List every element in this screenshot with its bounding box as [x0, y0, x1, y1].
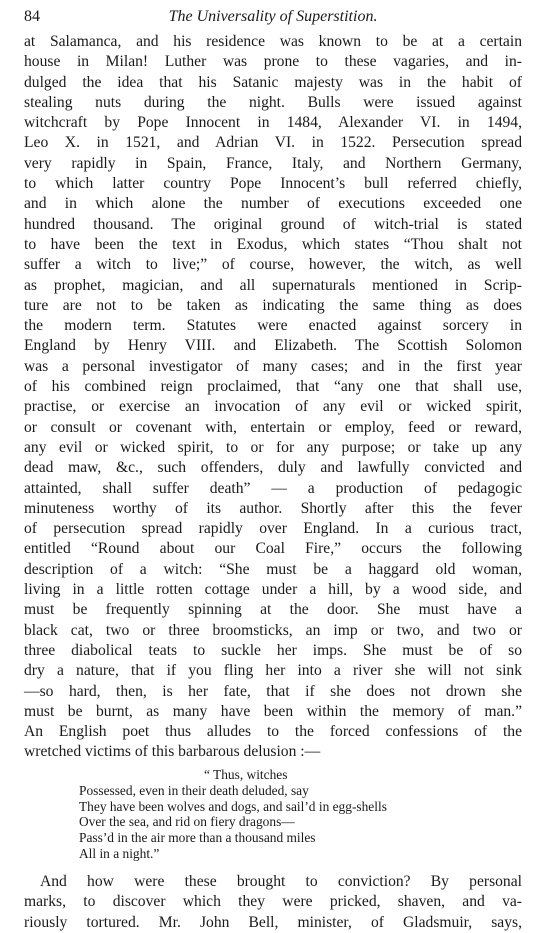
- text-line: as prophet, magician, and all supernaturals mentioned in Scrip-: [24, 276, 522, 294]
- text-line: black cat, two or three broomsticks, an imp or two, and two or: [24, 621, 522, 639]
- text-line: An English poet thus alludes to the forced confessions of the: [24, 723, 522, 741]
- verse-quotation: [24, 767, 522, 862]
- text-line: ture are not to be taken as indicating the same thing as does: [24, 296, 522, 314]
- verse-line: “ Thus, witches: [204, 766, 288, 782]
- text-line: must be burnt, as many have been within the memory of man.”: [24, 702, 522, 720]
- text-line: any evil or wicked spirit, to or for any purpose; or take up any: [24, 438, 522, 456]
- text-line: was a personal investigator of many cases; and in the first year: [24, 357, 522, 375]
- text-line: description of a witch: “She must be a haggard old woman,: [24, 560, 522, 578]
- text-line: three diabolical teats to suckle her imps. She must be of so: [24, 641, 522, 659]
- text-line: or consult or covenant with, entertain or employ, feed or reward,: [24, 418, 522, 436]
- text-line: witchcraft by Pope Innocent in 1484, Alexander VI. in 1494,: [24, 114, 522, 132]
- text-line: suffer a witch to live;” of course, however, the witch, as well: [24, 256, 522, 274]
- text-line: minuteness worthy of its author. Shortly after this the fever: [24, 499, 522, 517]
- text-line: attainted, shall suffer death” — a production of pedagogic: [24, 479, 522, 497]
- text-line: dulged the idea that his Satanic majesty was in the habit of: [24, 73, 522, 91]
- text-line: house in Milan! Luther was prone to these vagaries, and in-: [24, 53, 522, 71]
- text-line: must be frequently spinning at the door. She must have a: [24, 601, 522, 619]
- text-line: to which latter country Pope Innocent’s bull referred chiefly,: [24, 175, 522, 193]
- text-line: And how were these brought to conviction? By personal: [40, 873, 522, 891]
- text-line: England by Henry VIII. and Elizabeth. The Scottish Solomon: [24, 337, 522, 355]
- text-line: of his combined reign proclaimed, that “any one that shall use,: [24, 378, 522, 396]
- verse-line: They have been wolves and dogs, and sail’d in egg-shells: [79, 798, 387, 814]
- verse-line: All in a night.”: [79, 846, 160, 862]
- text-line: —so hard, then, is her fate, that if she does not drown she: [24, 682, 522, 700]
- text-line: to have been the text in Exodus, which states “Thou shalt not: [24, 235, 522, 253]
- text-line: riously tortured. Mr. John Bell, minister, of Gladsmuir, says,: [24, 913, 522, 931]
- text-line: wretched victims of this barbarous delusion :—: [24, 743, 321, 761]
- text-line: hundred thousand. The original ground of witch-trial is stated: [24, 215, 522, 233]
- paragraph-2: [24, 872, 522, 933]
- running-title: The Universality of Superstition.: [168, 8, 378, 25]
- text-line: and in which alone the number of executions exceeded one: [24, 195, 522, 213]
- book-page: [24, 6, 522, 933]
- text-line: very rapidly in Spain, France, Italy, and Northern Germany,: [24, 154, 522, 172]
- text-line: Leo X. in 1521, and Adrian VI. in 1522. Persecution spread: [24, 134, 522, 152]
- text-line: the modern term. Statutes were enacted against sorcery in: [24, 317, 522, 335]
- paragraph-1: [24, 32, 522, 763]
- verse-line: Pass’d in the air more than a thousand miles: [79, 830, 316, 846]
- text-line: living in a little rotten cottage under a hill, by a wood side, and: [24, 581, 522, 599]
- text-line: dead maw, &c., such offenders, duly and lawfully convicted and: [24, 459, 522, 477]
- text-line: entitled “Round about our Coal Fire,” occurs the following: [24, 540, 522, 558]
- text-line: at Salamanca, and his residence was known to be at a certain: [24, 33, 522, 50]
- text-line: of persecution spread rapidly over England. In a curious tract,: [24, 520, 522, 538]
- verse-line: Over the sea, and rid on fiery dragons—: [79, 814, 295, 830]
- verse-line: Possessed, even in their death deluded, say: [79, 782, 309, 798]
- text-line: marks, to discover which they were pricked, shaven, and va-: [24, 893, 522, 911]
- text-line: dry a nature, that if you fling her into a river she will not sink: [24, 662, 522, 680]
- main-text: [24, 32, 522, 933]
- text-line: practise, or exercise an invocation of any evil or wicked spirit,: [24, 398, 522, 416]
- page-number: 84: [24, 8, 40, 25]
- text-line: stealing nuts during the night. Bulls were issued against: [24, 93, 522, 111]
- page-header: [24, 6, 522, 32]
